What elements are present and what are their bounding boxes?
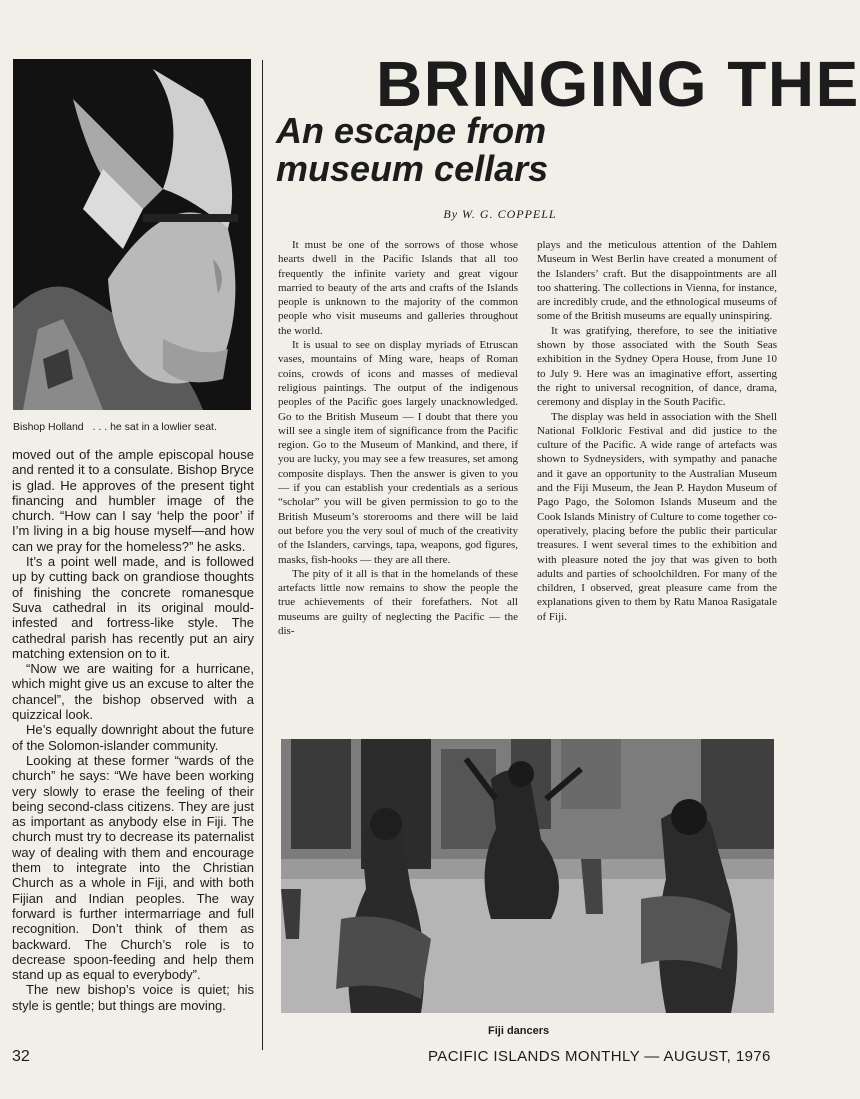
left-paragraph: “Now we are waiting for a hurricane, which might give us an excuse to alter the chancel”, the bishop observed with a quizzical look.: [12, 661, 254, 723]
right-paragraph: The display was held in association with the Shell National Folkloric Festival and did justice to the culture of the Pacific. A wide range of artefacts was shown to Sydneysiders, with sympathy and panache and it gave an opportunity to the Australian Museum and the Fiji Museum, the Jean P. Haydon Museum of Pago Pago, the Solomon Islands Museum and the Cook Islands Ministry of Culture to come together co-operatively, placing before the public their particular treasures. I went several times to the exhibition and with pleasure noted the joy that was given to both adults and parties of schoolchildren. For many of the children, I observed, great pleasure came from the explanations given to them by Ratu Manoa Rasigatale of Fiji.: [537, 410, 777, 623]
left-paragraph: It’s a point well made, and is followed up by cutting back on grandiose thoughts of finishing the concrete romanesque Suva cathedral in its original mould-infested and fortress-like style. The cathedral parish has recently put an airy matching extension on to it.: [12, 554, 254, 661]
bishop-portrait-image: [13, 59, 251, 410]
article-byline: By W. G. COPPELL: [443, 207, 557, 221]
middle-paragraph: It must be one of the sorrows of those whose hearts dwell in the Pacific Islands that all too frequently the infinite variety and great vigour married to beauty of the arts and crafts of the Islands people is unknown to the majority of the common people who visit museums and galleries throughout the world.: [278, 239, 518, 337]
fiji-dancers-image: [281, 739, 774, 1013]
left-paragraph: moved out of the ample episcopal house and rented it to a consulate. Bishop Bryce is glad. He approves of the present tight financing and humbler image of the church. “How can I say ‘help the poor’ if I’m living in a big house myself—and how can we pray for the homeless?” he asks.: [12, 447, 254, 554]
right-paragraph: plays and the meticulous attention of the Dahlem Museum in West Berlin have created a monument of the Islanders’ craft. But the disappointments are all too shattering. The collections in Vienna, for instance, are incredibly crude, and the ethnological museums of some of the British museums are equally uninspiring.: [537, 239, 777, 323]
middle-paragraph: The pity of it all is that in the homelands of these artefacts little now remains to show the people the true achievements of their forefathers. Not all museums are guilty of neglecting the Pacific — the dis-: [278, 567, 518, 638]
dancers-photo: [281, 739, 774, 1013]
left-paragraph: The new bishop’s voice is quiet; his style is gentle; but things are moving.: [12, 982, 254, 1013]
column-divider: [262, 60, 263, 1050]
dancers-photo-caption: Fiji dancers: [488, 1025, 550, 1037]
publication-footer: PACIFIC ISLANDS MONTHLY — AUGUST, 1976: [428, 1048, 771, 1065]
article-headline: An escape from museum cellars: [276, 110, 549, 189]
left-paragraph: Looking at these former “wards of the church” he says: “We have been working very slowly to erase the feeling of their being second-class citizens. They are just as important as anybody else in Fiji. The church must try to decrease its paternalist way of dealing with them and encourage them to integrate into the Christian Church as a whole in Fiji, and with both Fijian and Indian peoples. The way forward is further intermarriage and full recognition. Don’t think of them as backward. The Church’s role is to decrease spoon-feeding and help them stand up as equal to everybody”.: [12, 752, 254, 983]
right-paragraph: It was gratifying, therefore, to see the initiative shown by those associated with the South Seas exhibition in the Sydney Opera House, from June 10 to July 9. Here was an imaginative effort, asserting the right to universal recognition, of dance, drama, ceremony and display in the South Pacific.: [537, 324, 777, 409]
bishop-photo: [13, 59, 251, 410]
middle-article-column: [278, 238, 518, 638]
middle-paragraph: It is usual to see on display myriads of Etruscan vases, mountains of Ming ware, heaps of Roman coins, crowds of icons and masses of medieval religious paintings. The output of the indigenous peoples of the Pacific goes largely unacknowledged. Go to the British Museum — I doubt that there you will see a single item of significance from the Pacific region. Go to the Museum of Mankind, and there, if you are lucky, you may see a few treasures, set among composite displays. Then the answer is given to you — if you can establish your credentials as a serious “scholar” you will be given permission to go to the British Museum’s storerooms and there will be laid out before you the very soul of much of the creativity of the Islanders, carvings, tapa, weapons, god figures, masks, fish-hooks — they are all there.: [278, 339, 518, 566]
section-banner: BRINGING THE: [376, 48, 860, 120]
bishop-caption-name: Bishop Holland: [13, 421, 84, 433]
bishop-photo-caption: [13, 421, 217, 433]
right-article-column: [537, 238, 777, 624]
left-article-column: [12, 447, 254, 1013]
page-number: 32: [12, 1048, 30, 1065]
bishop-caption-text: . . . he sat in a lowlier seat.: [92, 421, 217, 433]
left-paragraph: He’s equally downright about the future of the Solomon-islander community.: [12, 722, 254, 753]
